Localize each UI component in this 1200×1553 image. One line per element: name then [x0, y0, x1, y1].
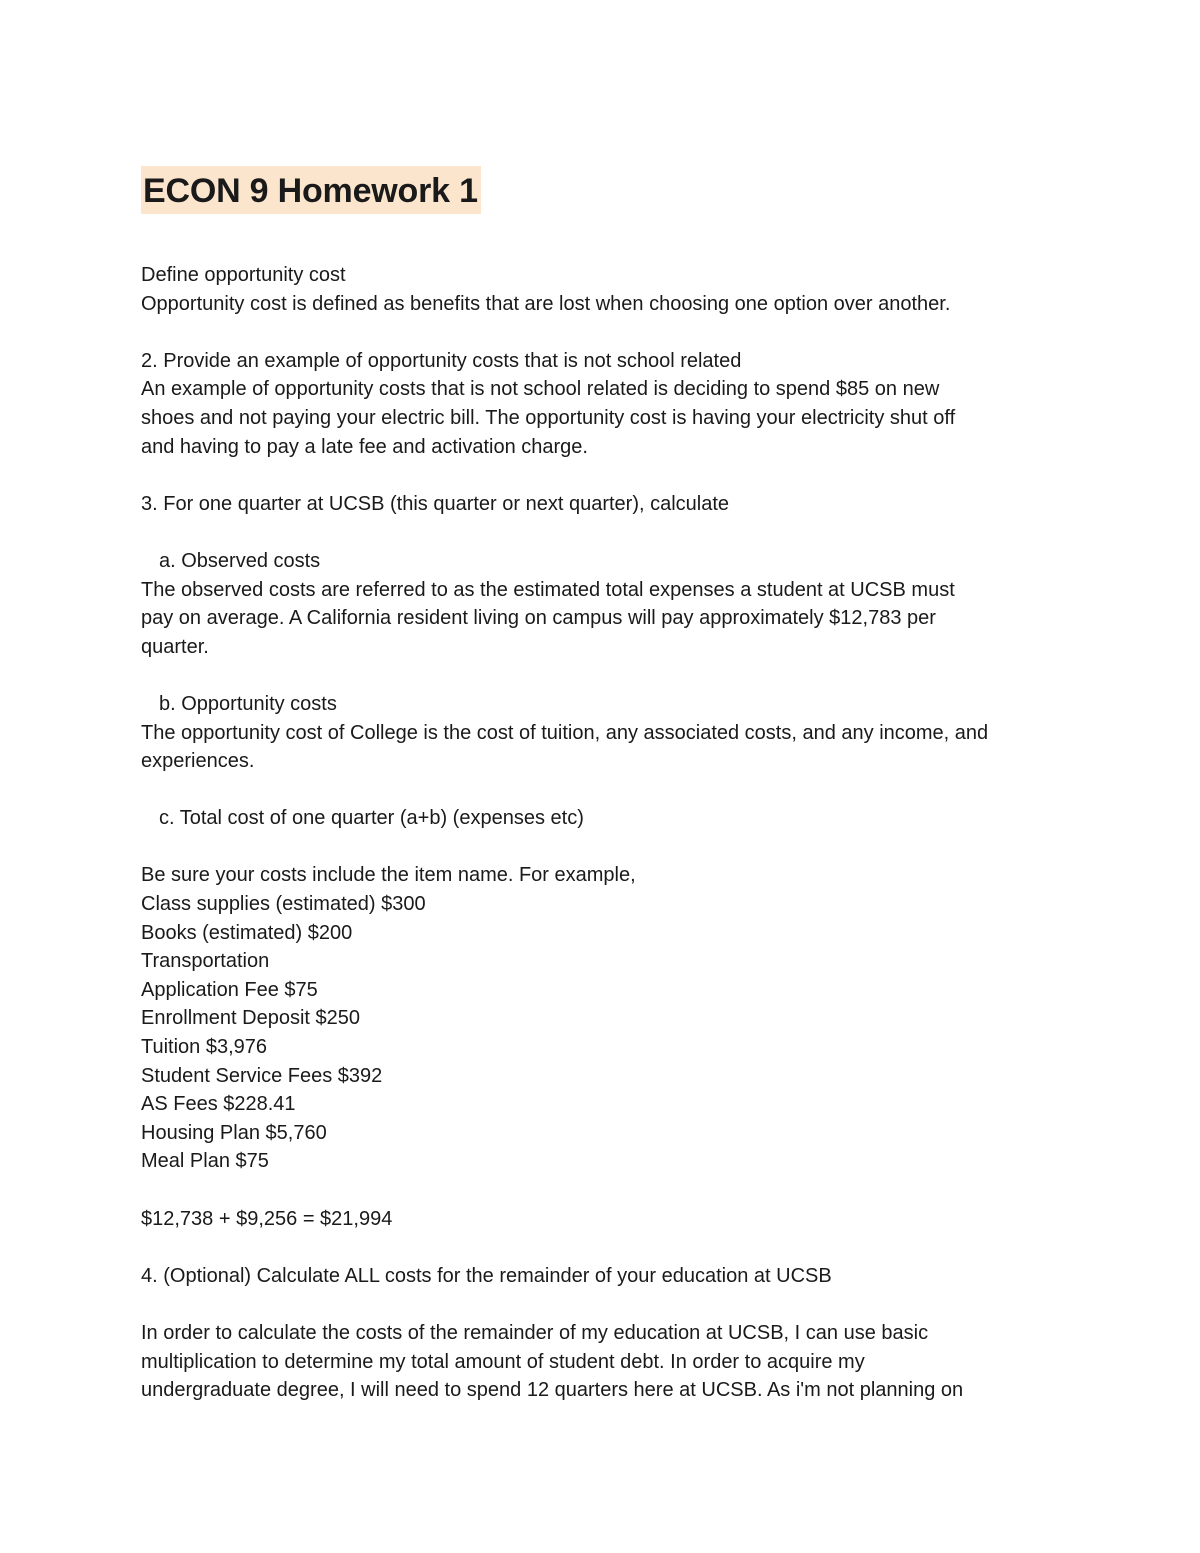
cost-item: Enrollment Deposit $250 — [141, 1007, 361, 1030]
document-body — [141, 261, 1081, 1405]
spacer — [141, 461, 1081, 490]
q3a-label: a. Observed costs — [159, 549, 321, 572]
q2-answer-line: shoes and not paying your electric bill. The opportunity cost is having your electricity shut off — [141, 406, 956, 429]
cost-item: Student Service Fees $392 — [141, 1064, 383, 1087]
document-page — [141, 166, 1081, 1405]
q3a-answer-line: quarter. — [141, 635, 209, 658]
q4-answer-line: multiplication to determine my total amount of student debt. In order to acquire my — [141, 1350, 865, 1373]
cost-item: Books (estimated) $200 — [141, 921, 353, 944]
q3b-answer-line: experiences. — [141, 750, 255, 773]
spacer — [141, 1290, 1081, 1319]
q3a-answer-line: The observed costs are referred to as the estimated total expenses a student at UCSB must — [141, 578, 955, 601]
cost-item: Housing Plan $5,760 — [141, 1121, 327, 1144]
document-title: ECON 9 Homework 1 — [141, 166, 481, 214]
q2-answer-line: and having to pay a late fee and activation charge. — [141, 435, 588, 458]
cost-item: Application Fee $75 — [141, 978, 318, 1001]
q3a-answer-line: pay on average. A California resident living on campus will pay approximately $12,783 per — [141, 607, 936, 630]
q4-question: 4. (Optional) Calculate ALL costs for the remainder of your education at UCSB — [141, 1264, 832, 1287]
cost-item: Meal Plan $75 — [141, 1150, 269, 1173]
q3b-answer-line: The opportunity cost of College is the cost of tuition, any associated costs, and any income, and — [141, 721, 989, 744]
q1-question: Define opportunity cost — [141, 264, 346, 286]
q2-question: 2. Provide an example of opportunity costs that is not school related — [141, 349, 742, 372]
q3b-label: b. Opportunity costs — [159, 692, 337, 715]
total-line: $12,738 + $9,256 = $21,994 — [141, 1207, 393, 1230]
example-intro: Be sure your costs include the item name. For example, — [141, 864, 636, 887]
cost-item: AS Fees $228.41 — [141, 1093, 296, 1116]
q3c-label: c. Total cost of one quarter (a+b) (expenses etc) — [159, 807, 584, 830]
spacer — [141, 318, 1081, 347]
spacer — [141, 833, 1081, 862]
spacer — [141, 776, 1081, 805]
q2-answer-line: An example of opportunity costs that is not school related is deciding to spend $85 on new — [141, 378, 940, 401]
spacer — [141, 1176, 1081, 1205]
q4-answer-line: undergraduate degree, I will need to spend 12 quarters here at UCSB. As i'm not planning on — [141, 1379, 964, 1402]
q1-answer: Opportunity cost is defined as benefits that are lost when choosing one option over another. — [141, 292, 951, 315]
q3-question: 3. For one quarter at UCSB (this quarter or next quarter), calculate — [141, 492, 730, 515]
cost-item: Class supplies (estimated) $300 — [141, 893, 426, 916]
spacer — [141, 661, 1081, 690]
cost-item: Transportation — [141, 950, 270, 973]
spacer — [141, 518, 1081, 547]
cost-item: Tuition $3,976 — [141, 1036, 268, 1059]
q4-answer-line: In order to calculate the costs of the remainder of my education at UCSB, I can use basic — [141, 1321, 929, 1344]
spacer — [141, 1233, 1081, 1262]
